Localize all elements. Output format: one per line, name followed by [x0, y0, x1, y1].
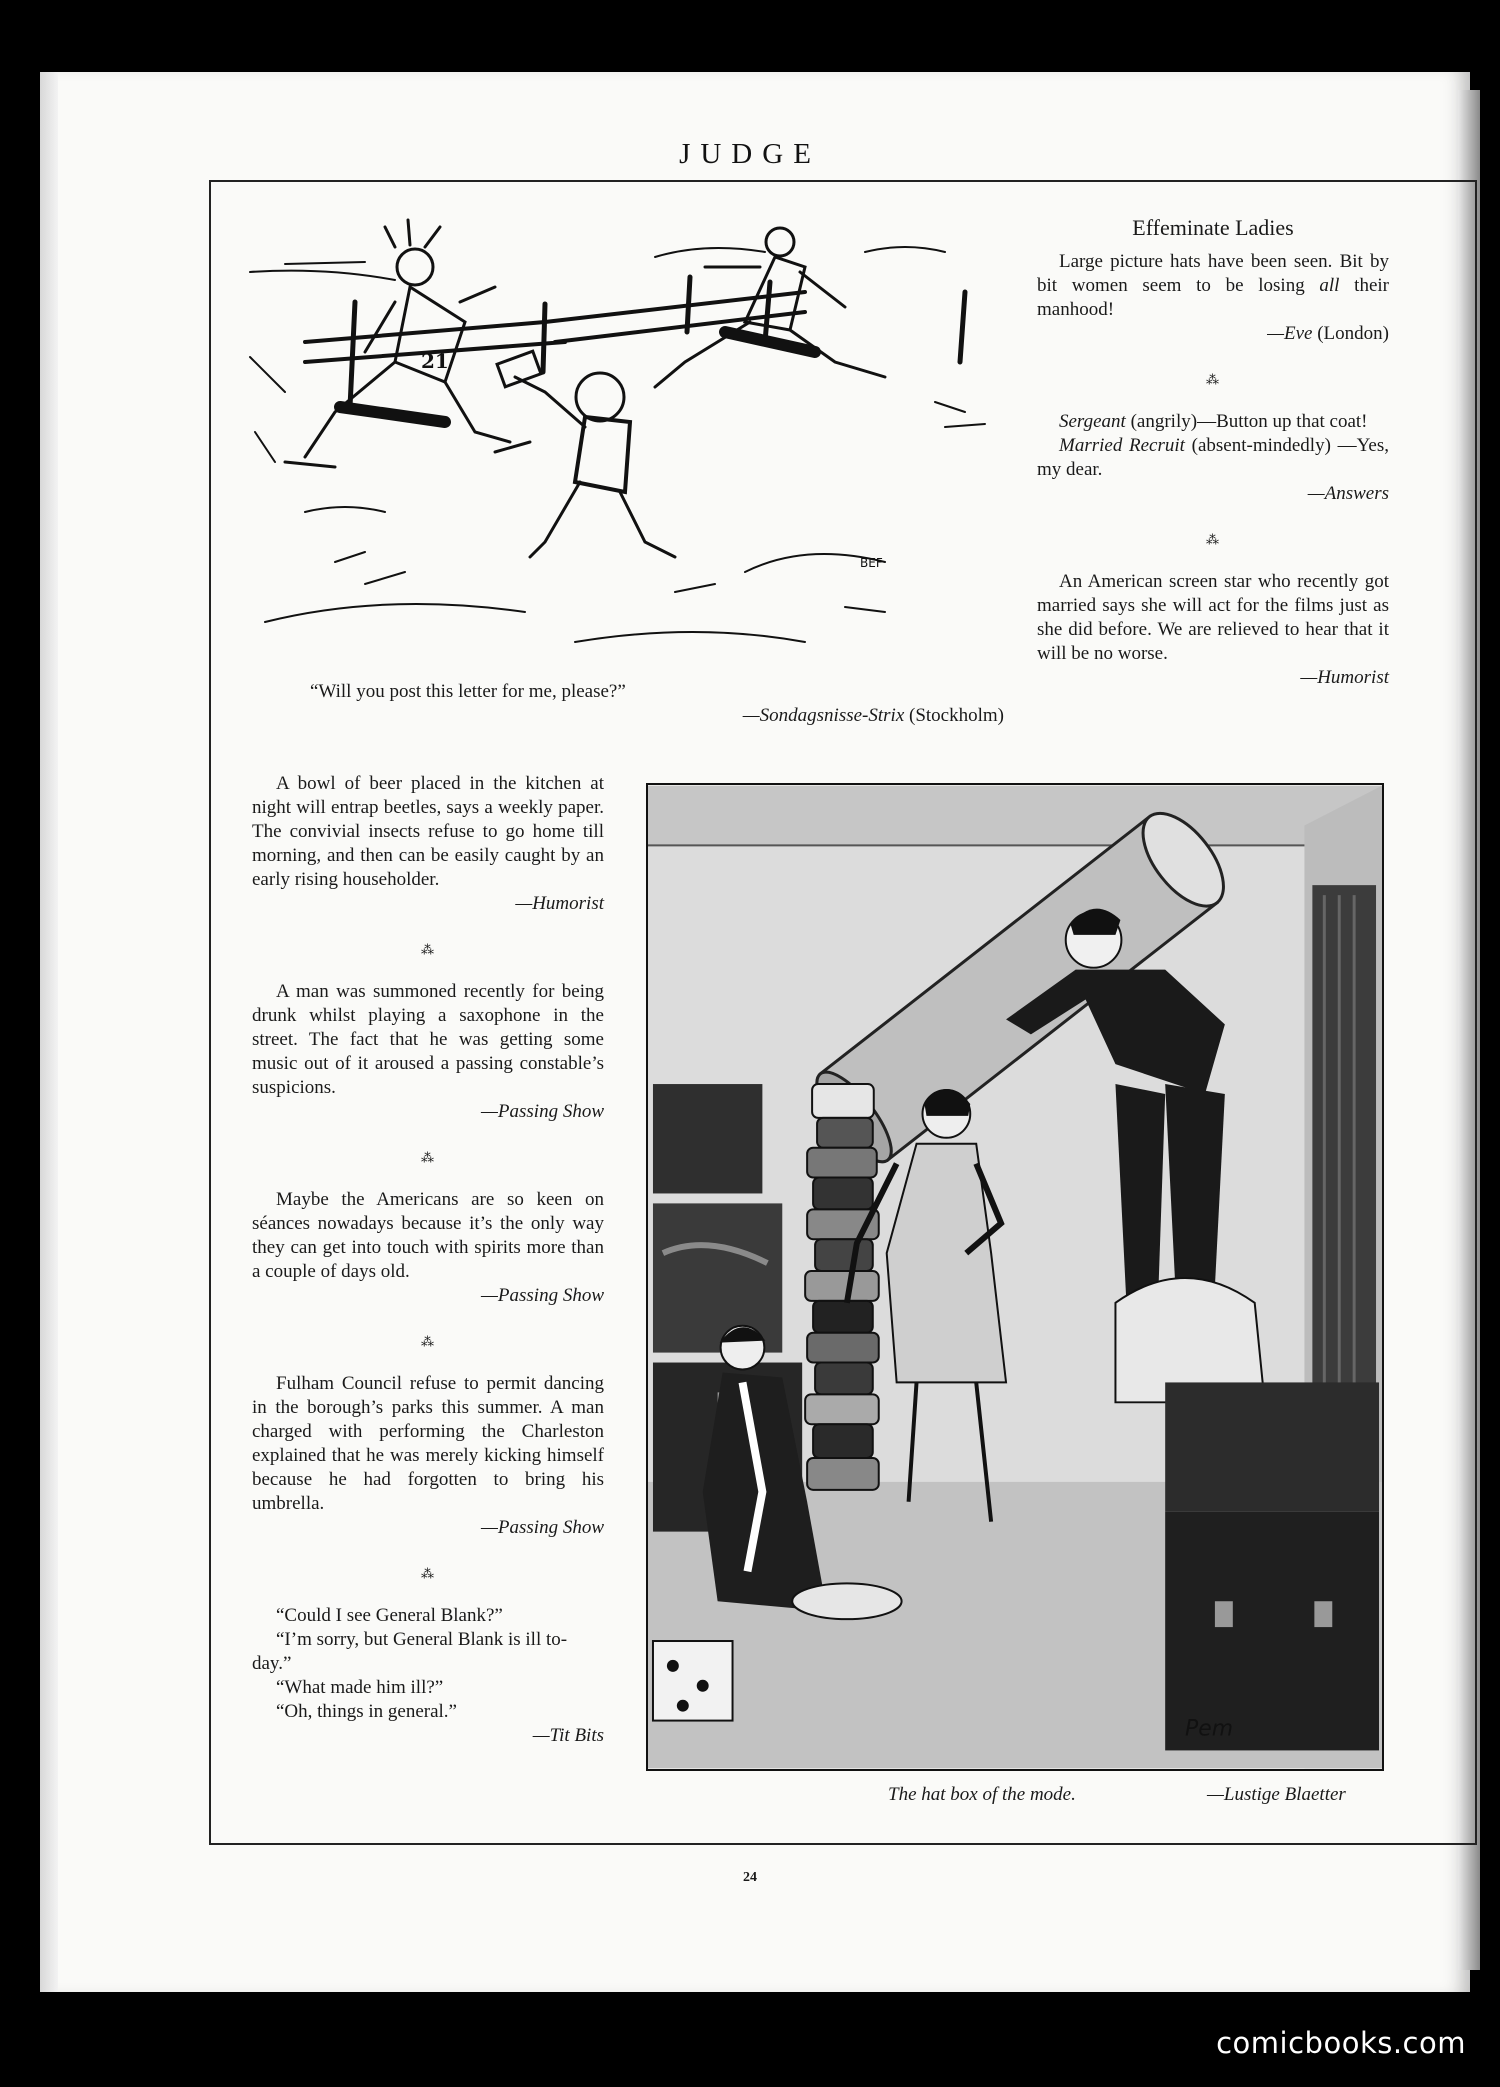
masthead: JUDGE [679, 138, 821, 170]
beer-text: A bowl of beer placed in the kitchen at night will entrap beetles, says a weekly paper. The convivial insects refuse to go home till morning, and then can be easily caught by an early rising householder. [252, 773, 604, 890]
separator-stars: ⁂ [421, 942, 435, 957]
cartoon2-caption: The hat box of the mode. [888, 1784, 1076, 1805]
credit-place: (Stockholm) [909, 705, 1004, 726]
bib-number: 21 [421, 349, 449, 373]
sergeant-credit: —Answers [1307, 483, 1389, 504]
dialog-line: “What made him ill?” [276, 1677, 444, 1698]
sergeant-speaker: Sergeant [1059, 411, 1126, 432]
sergeant-line1 [1037, 410, 1389, 434]
screen-star-credit: —Humorist [1300, 667, 1389, 688]
dialog-line: “Oh, things in general.” [276, 1701, 457, 1722]
saxophone-text: A man was summoned recently for being drunk whilst playing a saxophone in the street. The fact that he was getting some music out of it aroused a passing constable’s suspicions. [252, 981, 604, 1098]
effeminate-title: Effeminate Ladies [1132, 215, 1294, 240]
cartoon2-signature: Pem [1185, 1716, 1234, 1742]
effeminate-text-after: their manhood! [1037, 275, 1389, 320]
page-number: 24 [743, 1870, 757, 1885]
dialog-line: “Could I see General Blank?” [276, 1605, 503, 1626]
effeminate-credit [1037, 322, 1389, 346]
cartoon1-credit [310, 704, 1010, 728]
dialog-line: “I’m sorry, but General Blank is ill to-day.” [252, 1629, 568, 1674]
page-edge-left [40, 72, 58, 1992]
separator-stars: ⁂ [421, 1334, 435, 1349]
separator-stars: ⁂ [421, 1150, 435, 1165]
saxophone-credit: —Passing Show [481, 1101, 604, 1122]
effeminate-text-italic: all [1319, 275, 1340, 296]
general-credit: —Tit Bits [532, 1725, 604, 1746]
separator-stars: ⁂ [421, 1566, 435, 1581]
cartoon2-credit: —Lustige Blaetter [1207, 1784, 1346, 1805]
recruit-speaker: Married Recruit [1059, 435, 1185, 456]
credit-prefix: — [742, 705, 760, 726]
seances-text: Maybe the Americans are so keen on séances nowadays because it’s the only way they can get into touch with spirits more than a couple of days old. [252, 1189, 604, 1282]
effeminate-credit-place: (London) [1317, 323, 1389, 344]
sergeant-line2-text: (absent-mindedly) —Yes, my dear. [1037, 435, 1389, 480]
effeminate-text-before: Large picture hats have been seen. Bit by bit women seem to be losing [1037, 251, 1389, 296]
fulham-text: Fulham Council refuse to permit dancing in the borough’s parks this summer. A man charged with performing the Charleston explained that he was merely kicking himself because he had forgotten to bring his umbrella. [252, 1373, 604, 1514]
watermark: comicbooks.com [1216, 2026, 1466, 2060]
sergeant-line2 [1037, 434, 1389, 482]
cartoon1-caption [310, 680, 1010, 728]
beer-credit: —Humorist [515, 893, 604, 914]
screen-star-text: An American screen star who recently got married says she will act for the films just as she did before. We are relieved to hear that it will be no worse. [1037, 571, 1389, 664]
effeminate-credit-source: —Eve [1267, 323, 1313, 344]
caption-text: “Will you post this letter for me, please?” [310, 681, 626, 702]
fulham-credit: —Passing Show [481, 1517, 604, 1538]
sergeant-line1-text: (angrily)—Button up that coat! [1125, 411, 1368, 432]
cartoon1-signature: BEF [860, 556, 883, 570]
hatbox-cartoon [646, 783, 1384, 1771]
seances-credit: —Passing Show [481, 1285, 604, 1306]
runners-cartoon [245, 212, 995, 676]
general-dialog [252, 1604, 604, 1724]
effeminate-text [1037, 250, 1389, 322]
right-column [1037, 216, 1389, 690]
separator-stars: ⁂ [1206, 372, 1220, 387]
left-column [252, 772, 604, 1748]
credit-source: Sondagsnisse-Strix [759, 705, 905, 726]
separator-stars: ⁂ [1206, 532, 1220, 547]
